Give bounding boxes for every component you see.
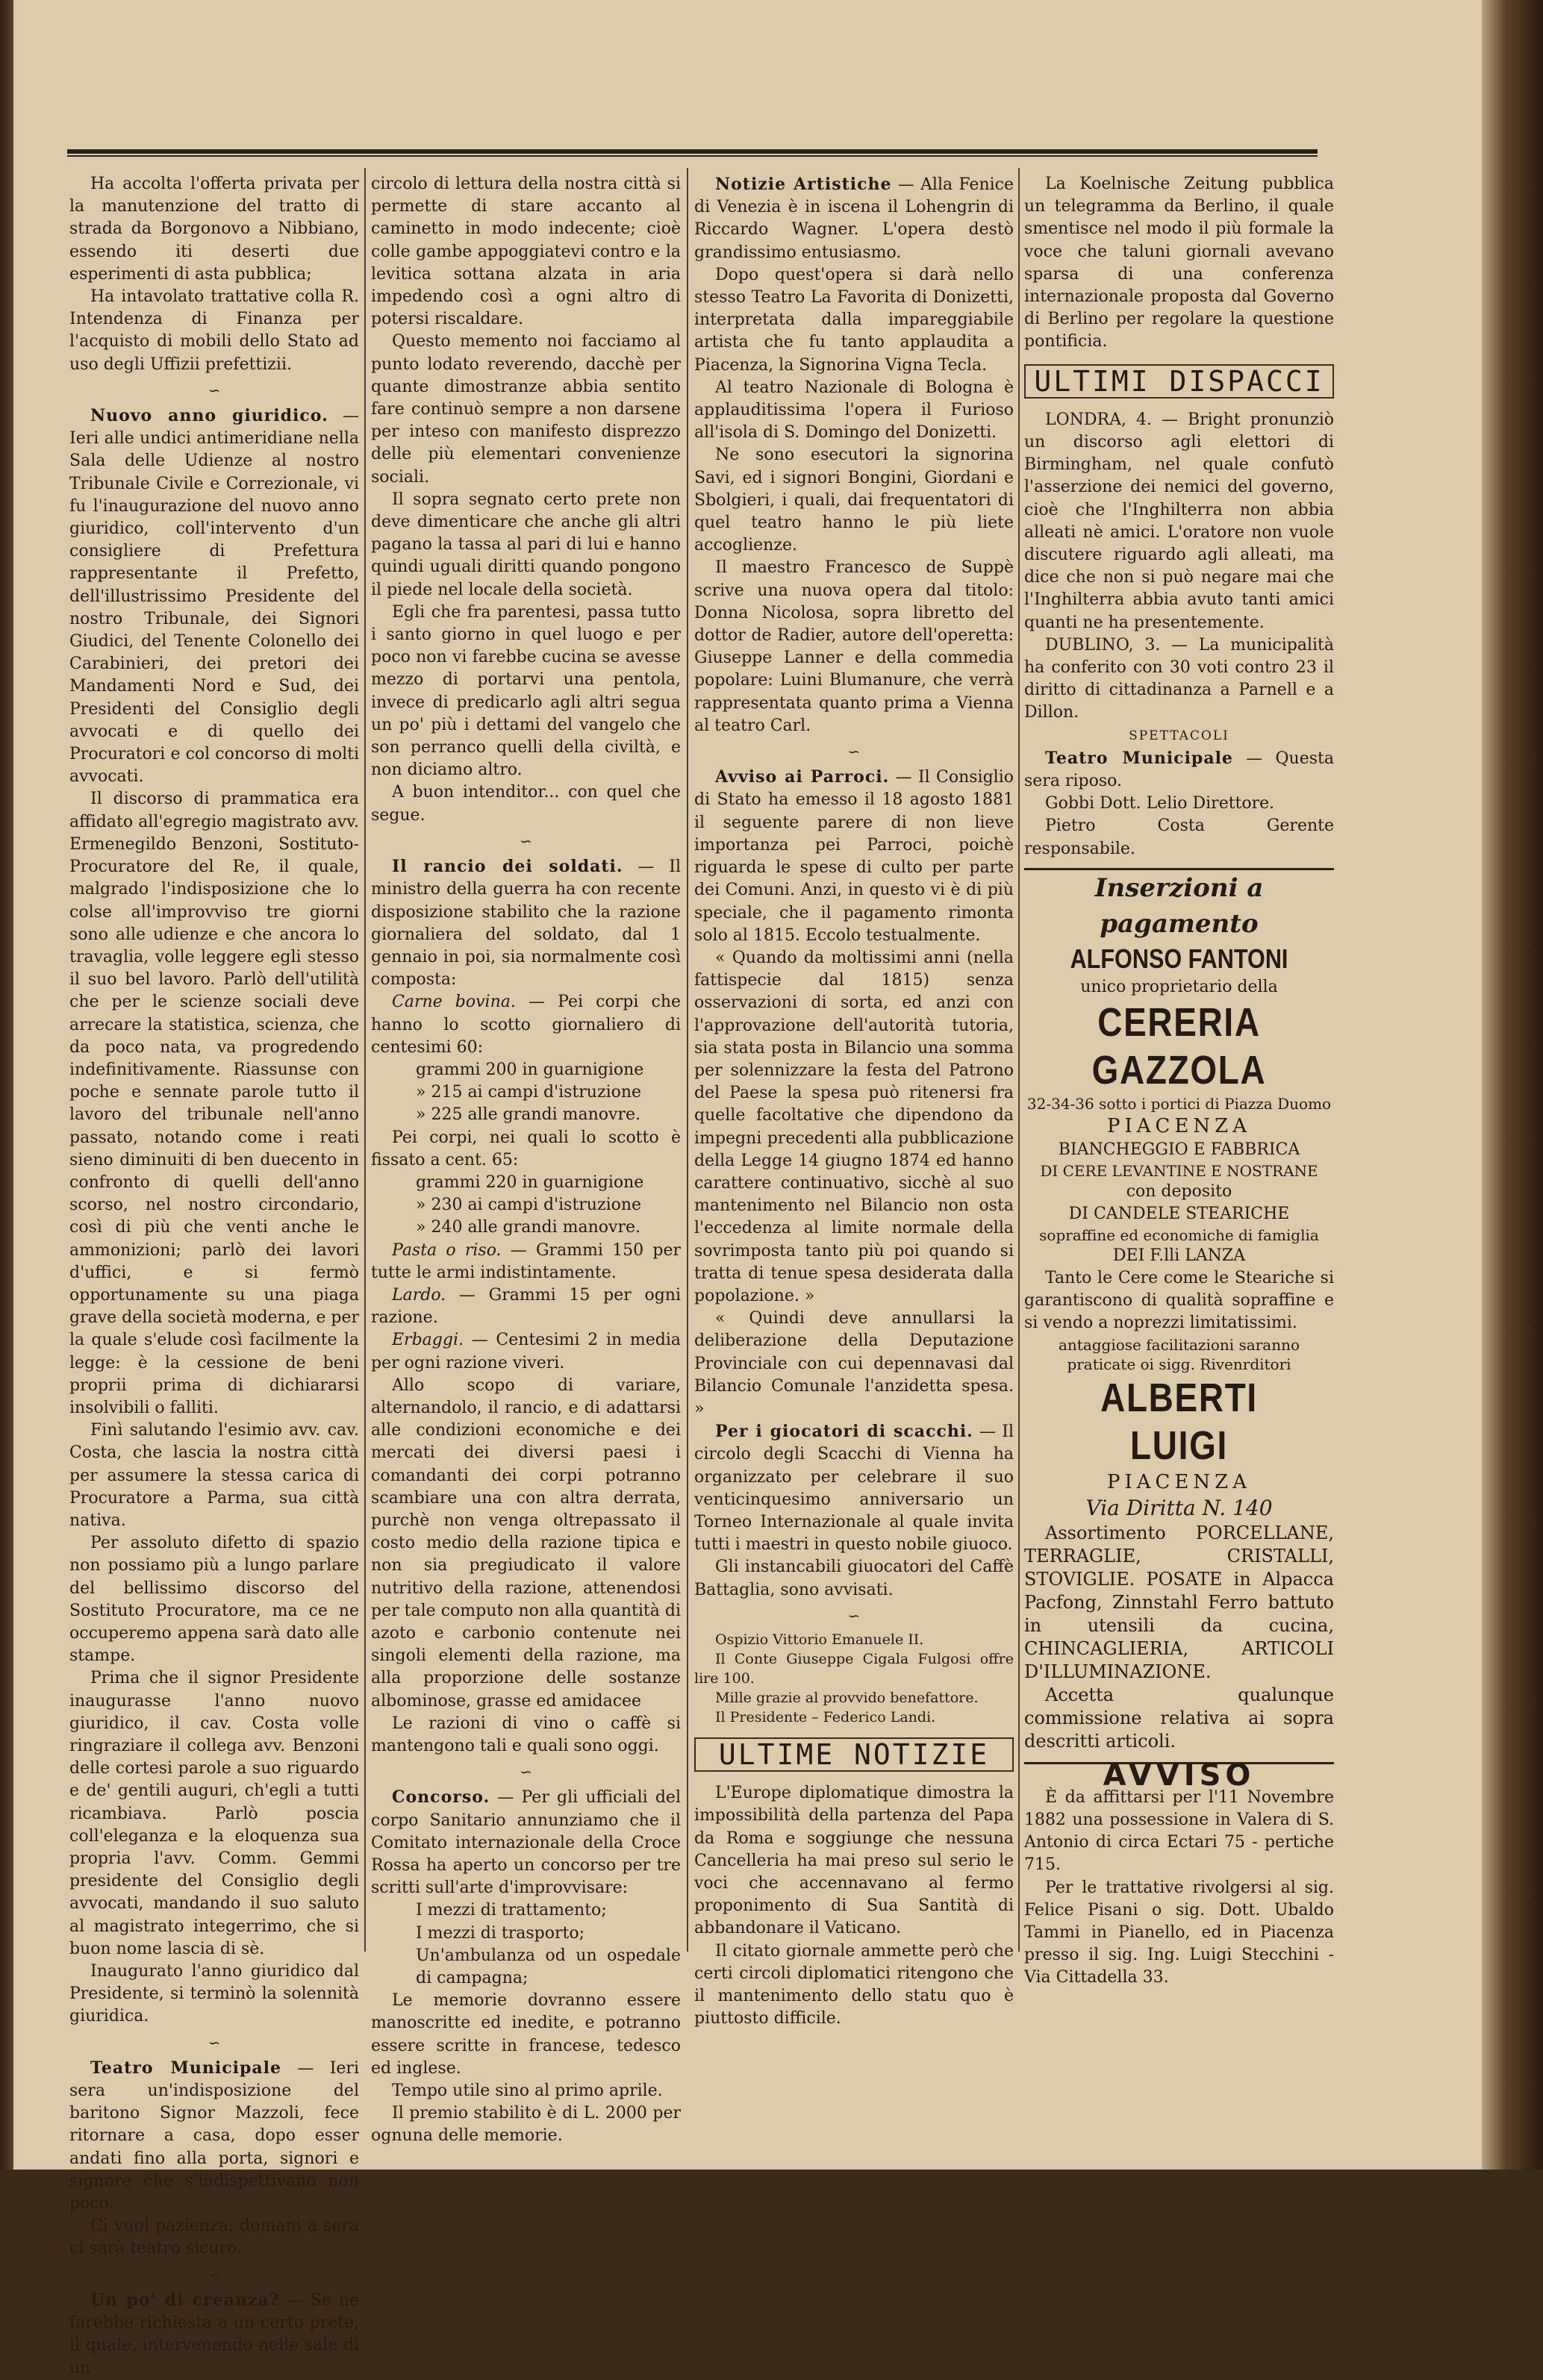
section-title-box: ULTIMI DISPACCI (1024, 364, 1334, 399)
article-paragraph (69, 173, 359, 286)
article-heading: Notizie Artistiche (715, 175, 892, 194)
article-paragraph (69, 286, 359, 376)
paragraph-text: Gobbi Dott. Lelio Direttore. (1045, 794, 1275, 813)
ads-section-title: Inserzioni a pagamento (1024, 868, 1334, 942)
item-label: Pasta o riso. (392, 1240, 502, 1260)
list-item: I mezzi di trasporto; (416, 1923, 585, 1943)
paragraph-text: Le razioni di vino o caffè si mantengono tali e quali sono oggi. (371, 1714, 681, 1756)
advertisement-small-line: antaggiose facilitazioni saranno praticate oi sigg. Rivenrditori (1058, 1335, 1300, 1373)
paragraph-text: Il premio stabilito è di L. 2000 per ognuna delle memorie. (371, 2104, 681, 2146)
paragraph-text: « Quindi deve annullarsi la deliberazione della Deputazione Provinciale con cui depennavasi dal Bilancio Comunale l'anzidetta spesa. » (694, 1309, 1014, 1418)
article-paragraph (694, 1708, 1014, 1727)
paragraph-text: DUBLINO, 3. — La municipalità ha conferito con 30 voti contro 23 il diritto di cittadinanza a Parnell e a Dillon. (1024, 635, 1334, 722)
section-separator-ornament: ∽ (847, 743, 861, 761)
section-separator-ornament: ∽ (208, 381, 221, 399)
article-paragraph (371, 1284, 681, 1329)
list-item: » 215 ai campi d'istruzione (416, 1083, 642, 1102)
paragraph-text: Il sopra segnato certo prete non deve dimenticare che anche gli altri pagano la tassa al pari di lui e hanno quindi uguali diritti quando pongono il piede nel locale della società. (371, 490, 681, 599)
advertisement-line: BIANCHEGGIO E FABBRICA (1058, 1140, 1300, 1159)
paragraph-text: L'Europe diplomatique dimostra la impossibilità della partenza del Papa da Roma e soggiunge che nessuna Cancelleria ha mai preso sul serio le voci che accennavano al fermo proponimento di Sua Santità di abbandonare il Vaticano. (694, 1784, 1014, 1938)
section-separator-ornament: ∽ (520, 831, 532, 850)
advertisement-text: Assortimento PORCELLANE, TERRAGLIE, CRISTALLI, STOVIGLIE. POSATE in Alpacca Pacfong, Zinnstahl Ferro battuto in utensili da cucina, CHINCAGLIERIA, ARTICOLI D'ILLUMINAZIONE. (1024, 1522, 1334, 1682)
paragraph-text: — Se ne farebbe richiesta a un certo prete, il quale, intervenendo nelle sale di un (69, 2290, 360, 2378)
article-paragraph (694, 947, 1014, 1308)
article-paragraph (69, 1419, 359, 1532)
article-paragraph (371, 2102, 681, 2147)
book-binding (1482, 0, 1543, 2170)
list-item: » 230 ai campi d'istruzione (416, 1196, 642, 1215)
article-paragraph (1024, 815, 1334, 860)
article-paragraph (371, 331, 681, 488)
article-paragraph (371, 1127, 681, 1172)
article-heading: Un po' di creanza? (90, 2290, 280, 2310)
list-item: » 225 alle grandi manovre. (416, 1105, 640, 1125)
section-separator-ornament: ∽ (208, 2265, 221, 2284)
article-paragraph-with-heading (694, 1420, 1014, 1556)
paragraph-text: — Pei corpi che hanno lo scotto giornaliero di centesimi 60: (371, 993, 682, 1057)
item-label: Carne bovina. (392, 993, 516, 1012)
article-paragraph (371, 173, 681, 331)
advertisement-line: DEI F.lli LANZA (1112, 1246, 1246, 1265)
paragraph-text: Il citato giornale ammette però che certi circoli diplomatici ritengono che il mantenimento dello statu quo è piuttosto difficile. (694, 1941, 1014, 2028)
article-paragraph (1024, 409, 1334, 634)
paragraph-text: Il discorso di prammatica era affidato all'egregio magistrato avv. Ermenegildo Benzoni, Sostituto-Procuratore del Re, il quale, malgrado l'indisposizione che lo colse all'improvviso tre giorni sono alle udienze e che ancora lo travaglia, volle leggere egli stesso il suo bel lavoro. Parlò dell'utilità che per le scienze sociali deve arrecare la statistica, scienza, che da poco nata, va progredendo indefinitivamente. Riassunse con poche e sennate parole tutto il lavoro del tribunale nell'anno passato, notando come i reati sieno diminuiti di ben duecento in confronto di quelli dell'anno scorso, nel nostro circondario, così di più che venti anche le ammonizioni; parlò dei lavori d'uffici, e si fermò opportunamente su una piaga grave della società moderna, e per la quale s'elude così facilmente la legge: è la cessione de beni proprii prima di dichiararsi insolvibili o falliti. (69, 790, 359, 1417)
column-2 (371, 173, 681, 2148)
paragraph-text: — Alla Fenice di Venezia è in iscena il Lohengrin di Riccardo Wagner. L'opera destò grandissimo entusiasmo. (694, 175, 1014, 262)
advertisement-line: DI CANDELE STEARICHE (1068, 1204, 1290, 1223)
article-heading: Teatro Municipale (90, 2058, 281, 2078)
article-paragraph (1024, 793, 1334, 815)
paragraph-text: LONDRA, 4. — Bright pronunziò un discorso agli elettori di Birmingham, nel quale confutò l'asserzione dei nemici del governo, cioè che l'Inghilterra non abbia alleati nè amici. L'oratore non vuole discutere riguardo agli alleati, ma dice che non si può negare mai che l'Inghilterra abbia avuto tanti amici quanti ne ha presentemente. (1024, 410, 1334, 632)
list-item: grammi 200 in guarnigione (416, 1060, 644, 1079)
advertiser-name: ALFONSO FANTONI (1070, 943, 1288, 974)
column-divider (364, 168, 366, 1952)
article-paragraph (1024, 1877, 1334, 1990)
article-paragraph-with-heading (371, 855, 681, 991)
paragraph-text: Questo memento noi facciamo al punto lodato reverendo, dacchè per quante dimostranze abbia sentito fare continuò sempre a non darsene per inteso con manifesto disprezzo delle più elementari convenienze sociali. (371, 332, 681, 487)
column-divider (1018, 168, 1020, 1952)
paragraph-text: È da affittarsi per l'11 Novembre 1882 una possessione in Valera di S. Antonio di circa Ectari 75 - pertiche 715. (1024, 1787, 1334, 1875)
paragraph-text: Mille grazie al provvido benefattore. (715, 1690, 979, 1706)
paragraph-text: Il maestro Francesco de Suppè scrive una nuova opera dal titolo: Donna Nicolosa, sopra libretto del dottor de Radier, autore dell'operetta: Giuseppe Lanner e della commedia popolare: Luini Blumanure, che verrà rappresentata quanto prima a Vienna al teatro Carl. (694, 558, 1014, 735)
section-label: SPETTACOLI (1129, 728, 1229, 743)
item-list (371, 1059, 681, 1127)
article-paragraph (694, 444, 1014, 557)
item-label: Lardo. (392, 1285, 446, 1305)
article-paragraph (69, 2215, 359, 2260)
article-paragraph (371, 991, 681, 1059)
list-item: Un'ambulanza od un ospedale di campagna; (416, 1946, 681, 1988)
paragraph-text: Dopo quest'opera si darà nello stesso Teatro La Favorita di Donizetti, interpretata dalla impareggiabile artista che fu tanto applaudita a Piacenza, la Signorina Vigna Tecla. (694, 265, 1014, 375)
paragraph-text: Il Presidente – Federico Landi. (715, 1709, 936, 1725)
paragraph-text: — Grammi 150 per tutte le armi indistintamente. (371, 1240, 681, 1282)
column-1 (69, 173, 359, 2380)
paragraph-text: — Il Consiglio di Stato ha emesso il 18 agosto 1881 il seguente parere di non lieve importanza pei Parroci, poichè riguarda le spese di culto per parte dei Comuni. Anzi, in questo vi è di più speciale, che il pagamento rimonta solo al 1815. Eccolo testualmente. (694, 768, 1014, 945)
article-heading: Per i giocatori di scacchi. (715, 1422, 973, 1442)
section-title-box: ULTIME NOTIZIE (694, 1737, 1014, 1772)
advertisement-title: CERERIA GAZZOLA (1091, 999, 1267, 1093)
paragraph-text: — Il circolo degli Scacchi di Vienna ha organizzato per celebrare il suo venticinquesimo anniversario un Torneo Internazionale al quale invita tutti i maestri in questo nobile giuoco. (694, 1422, 1014, 1555)
article-paragraph (371, 1329, 681, 1374)
paragraph-text: Tempo utile sino al primo aprile. (392, 2081, 663, 2101)
article-paragraph (371, 2080, 681, 2102)
paragraph-text: Il Conte Giuseppe Cigala Fulgosi offre lire 100. (694, 1651, 1014, 1687)
paragraph-text: Ci vuol pazienza: domani a sera ci sarà teatro sicuro. (69, 2217, 359, 2258)
paragraph-text: Finì salutando l'esimio avv. cav. Costa, che lascia la nostra città per assumere la stessa carica di Procuratore a Parma, sua città nativa. (69, 1421, 359, 1530)
paragraph-text: Pietro Costa Gerente responsabile. (1024, 816, 1334, 858)
article-paragraph (694, 1688, 1014, 1708)
article-paragraph-with-heading (371, 1786, 681, 1899)
header-rule (67, 149, 1318, 154)
advertisement-text: Accetta qualunque commissione relativa ai sopra descritti articoli. (1024, 1684, 1334, 1752)
paragraph-text: Per le trattative rivolgersi al sig. Felice Pisani o sig. Dott. Ubaldo Tammi in Pianello, ed in Piacenza presso il sig. Ing. Luigi Stecchini - Via Cittadella 33. (1024, 1878, 1334, 1987)
article-paragraph (694, 1782, 1014, 1940)
advertisement-city: PIACENZA (1106, 1114, 1251, 1137)
article-paragraph-with-heading (1024, 747, 1334, 793)
article-paragraph (69, 1667, 359, 1961)
article-paragraph-with-heading (69, 405, 359, 788)
article-paragraph (1024, 1267, 1334, 1335)
article-heading: Teatro Municipale (1045, 748, 1233, 768)
article-heading: Nuovo anno giuridico. (90, 406, 328, 426)
paragraph-text: — Ieri alle undici antimeridiane nella Sala delle Udienze al nostro Tribunale Civile e Correzionale, vi fu l'inaugurazione del nuovo anno giuridico, coll'intervento d'un consigliere di Prefettura rappresentante il Prefetto, dell'illustrissimo Presidente del nostro Tribunale, dei Signori Giudici, del Tenente Colonello dei Carabinieri, dei pretori dei Mandamenti Nord e Sud, dei Presidenti del Consiglio degli avvocati e di quello dei Procuratori e col concorso di molti avvocati. (69, 407, 359, 787)
article-paragraph-with-heading (69, 2289, 359, 2380)
paragraph-text: Per assoluto difetto di spazio non possiamo più a lungo parlare del bellissimo discorso del Sostituto Procuratore, ma ce ne occuperemo appena sarà dato alle stampe. (69, 1534, 359, 1666)
paragraph-text: Al teatro Nazionale di Bologna è applauditissima l'opera il Furioso all'isola di S. Domingo del Donizetti. (694, 378, 1014, 443)
article-paragraph-with-heading (69, 2057, 359, 2215)
article-paragraph (371, 602, 681, 782)
paragraph-text: Pei corpi, nei quali lo scotto è fissato a cent. 65: (371, 1128, 681, 1169)
list-item: grammi 220 in guarnigione (416, 1172, 644, 1192)
advertisement-line: unico proprietario della (1080, 977, 1278, 996)
column-3 (694, 173, 1014, 2030)
advertisement-address: Via Diritta N. 140 (1085, 1495, 1273, 1520)
article-paragraph (371, 1713, 681, 1758)
article-paragraph (371, 1375, 681, 1713)
column-4 (1024, 173, 1334, 1990)
article-paragraph (371, 489, 681, 602)
article-paragraph (1024, 173, 1334, 354)
article-paragraph (694, 1649, 1014, 1688)
article-paragraph (694, 377, 1014, 445)
list-item: » 240 alle grandi manovre. (416, 1218, 640, 1237)
article-paragraph (69, 1532, 359, 1667)
article-paragraph (69, 1961, 359, 2028)
advertisement-line: con deposito (1126, 1181, 1232, 1201)
article-paragraph (1024, 1787, 1334, 1877)
paragraph-text: Ha intavolato trattative colla R. Intendenza di Finanza per l'acquisto di mobili dello Stato ad uso degli Uffizii prefettizii. (69, 287, 359, 374)
paragraph-text: — Il ministro della guerra ha con recente disposizione stabilito che la razione giornaliera del soldato, dal 1 gennaio in poi, sia normalmente così composta: (371, 858, 681, 990)
section-separator-ornament: ∽ (847, 1606, 861, 1625)
paragraph-text: A buon intenditor... con quel che segue. (371, 783, 681, 825)
notice-title: AVVISO (1024, 1762, 1334, 1787)
paragraph-text: Inaugurato l'anno giuridico dal Presidente, si terminò la solennità giuridica. (69, 1962, 359, 2026)
article-paragraph (371, 1990, 681, 2080)
paragraph-text: — Grammi 15 per ogni razione. (371, 1285, 681, 1328)
section-separator-ornament: ∽ (208, 2033, 221, 2052)
paragraph-text: Gli instancabili giuocatori del Caffè Battaglia, sono avvisati. (694, 1558, 1014, 1599)
article-heading: Il rancio dei soldati. (392, 857, 623, 877)
paragraph-text: — Per gli ufficiali del corpo Sanitario annunziamo che il Comitato internazionale della Croce Rossa ha aperto un concorso per tre scritti sull'arte d'improvvisare: (371, 1788, 681, 1898)
paragraph-text: Prima che il signor Presidente inaugurasse l'anno nuovo giuridico, il cav. Costa volle ringraziare il collega avv. Benzoni delle cortesi parole a suo riguardo e de' gentili auguri, ch'egli a tutti ricambiava. Parlò poscia coll'eleganza e la eloquenza sua propria l'avv. Comm. Gemmi presidente del Consiglio degli avvocati, mandando il suo saluto al magistrato integerrimo, che si buon nome lascia di sè. (69, 1669, 359, 1958)
article-paragraph (694, 1308, 1014, 1420)
article-paragraph (694, 1630, 1014, 1649)
paragraph-text: circolo di lettura della nostra città si permette di stare accanto al caminetto in modo indecente; cioè colle gambe appoggiatevi contro e la levitica sottana alzata in aria impedendo così a ogni altro di potersi riscaldare. (371, 175, 681, 329)
article-paragraph (694, 557, 1014, 737)
paragraph-text: Tanto le Cere come le Steariche si garantiscono di qualità sopraffine e si vendo a noprezzi limitatissimi. (1024, 1268, 1334, 1333)
paragraph-text: — Ieri sera un'indisposizione del baritono Signor Mazzoli, fece ritornare a casa, dopo esser andati fino alla porta, signori e signore che s'indispettivano non poco. (69, 2058, 359, 2214)
paragraph-text: Ha accolta l'offerta privata per la manutenzione del tratto di strada da Borgonovo a Nibbiano, essendo iti deserti due esperimenti di asta pubblica; (69, 175, 359, 284)
article-paragraph (371, 781, 681, 826)
advertisement-city: PIACENZA (1106, 1470, 1251, 1493)
article-paragraph (1024, 634, 1334, 725)
paragraph-text: Le memorie dovranno essere manoscritte ed inedite, e potranno essere scritte in francese, tedesco ed inglese. (371, 1991, 681, 2078)
article-paragraph (69, 788, 359, 1419)
article-paragraph-with-heading (694, 766, 1014, 947)
list-item: I mezzi di trattamento; (416, 1901, 607, 1920)
section-separator-ornament: ∽ (520, 1763, 532, 1781)
article-paragraph-with-heading (694, 173, 1014, 264)
paragraph-text: « Quando da moltissimi anni (nella fattispecie dal 1815) senza osservazioni di sorta, ed anzi con l'approvazione dell'autorità tutoria, sia stata posta in Bilancio una somma per solennizzare la festa del Patrono del Paese la spesa può ritenersi fra quelle facoltative che dipendono da impegni precedenti alla pubblicazione della Legge 14 giugno 1874 ed hanno carattere continuativo, sicchè al suo mantenimento nel Bilancio non osta l'eccedenza al limite normale della sovrimposta tanto più poi quando si tratta di tenue spesa desiderata dalla popolazione. » (694, 948, 1014, 1305)
advertisement-small-line: sopraffine ed economiche di famiglia (1039, 1225, 1319, 1244)
article-paragraph (694, 1556, 1014, 1601)
paragraph-text: — Questa sera riposo. (1024, 749, 1334, 791)
item-list (371, 1899, 681, 1990)
column-divider (687, 168, 688, 1952)
paragraph-text: Allo scopo di variare, alternandolo, il rancio, e di adattarsi alle condizioni economiche e dei mercati dei diversi paesi i comandanti dei corpi potranno scambiare una con altra derrata, purchè non venga oltrepassato il costo medio della razione tipica e non sia pregiudicato il valore nutritivo della razione, attenendosi per tale computo non alla quantità di azoto e carbonio contenute nei singoli elementi della razione, ma alla proporzione delle sostanze albominose, grasse ed amidacee (371, 1375, 681, 1711)
advertisement-title: ALBERTI LUIGI (1100, 1375, 1258, 1468)
paragraph-text: Ospizio Vittorio Emanuele II. (715, 1631, 924, 1648)
paragraph-text: La Koelnische Zeitung pubblica un telegramma da Berlino, il quale smentisce nel modo il più formale la voce che taluni giornali avevano sparsa di una conferenza internazionale proposta dal Governo di Berlino per regolare la questione pontificia. (1024, 175, 1334, 352)
advertisement-small-line: 32-34-36 sotto i portici di Piazza Duomo (1026, 1094, 1332, 1113)
advertisement-small-line: DI CERE LEVANTINE E NOSTRANE (1040, 1161, 1318, 1180)
article-heading: Concorso. (392, 1787, 490, 1808)
article-paragraph (371, 1240, 681, 1284)
paragraph-text: Ne sono esecutori la signorina Savi, ed i signori Bongini, Giordani e Sbolgieri, i quali, dai frequentatori di quel teatro hanno le più liete accoglienze. (694, 446, 1014, 555)
paragraph-text: Egli che fra parentesi, passa tutto i santo giorno in quel luogo e per poco non vi farebbe cucina se avesse mezzo di portarvi una pentola, invece di predicarlo agli altri segua un po' più i dettami del vangelo che son perranco quelli della civiltà, e non diciamo altro. (371, 602, 681, 780)
paragraph-text: — Centesimi 2 in media per ogni razione viveri. (371, 1331, 681, 1372)
article-paragraph (694, 1940, 1014, 2031)
article-heading: Avviso ai Parroci. (715, 767, 890, 787)
item-label: Erbaggi. (392, 1331, 464, 1350)
article-paragraph (694, 264, 1014, 377)
item-list (371, 1172, 681, 1240)
